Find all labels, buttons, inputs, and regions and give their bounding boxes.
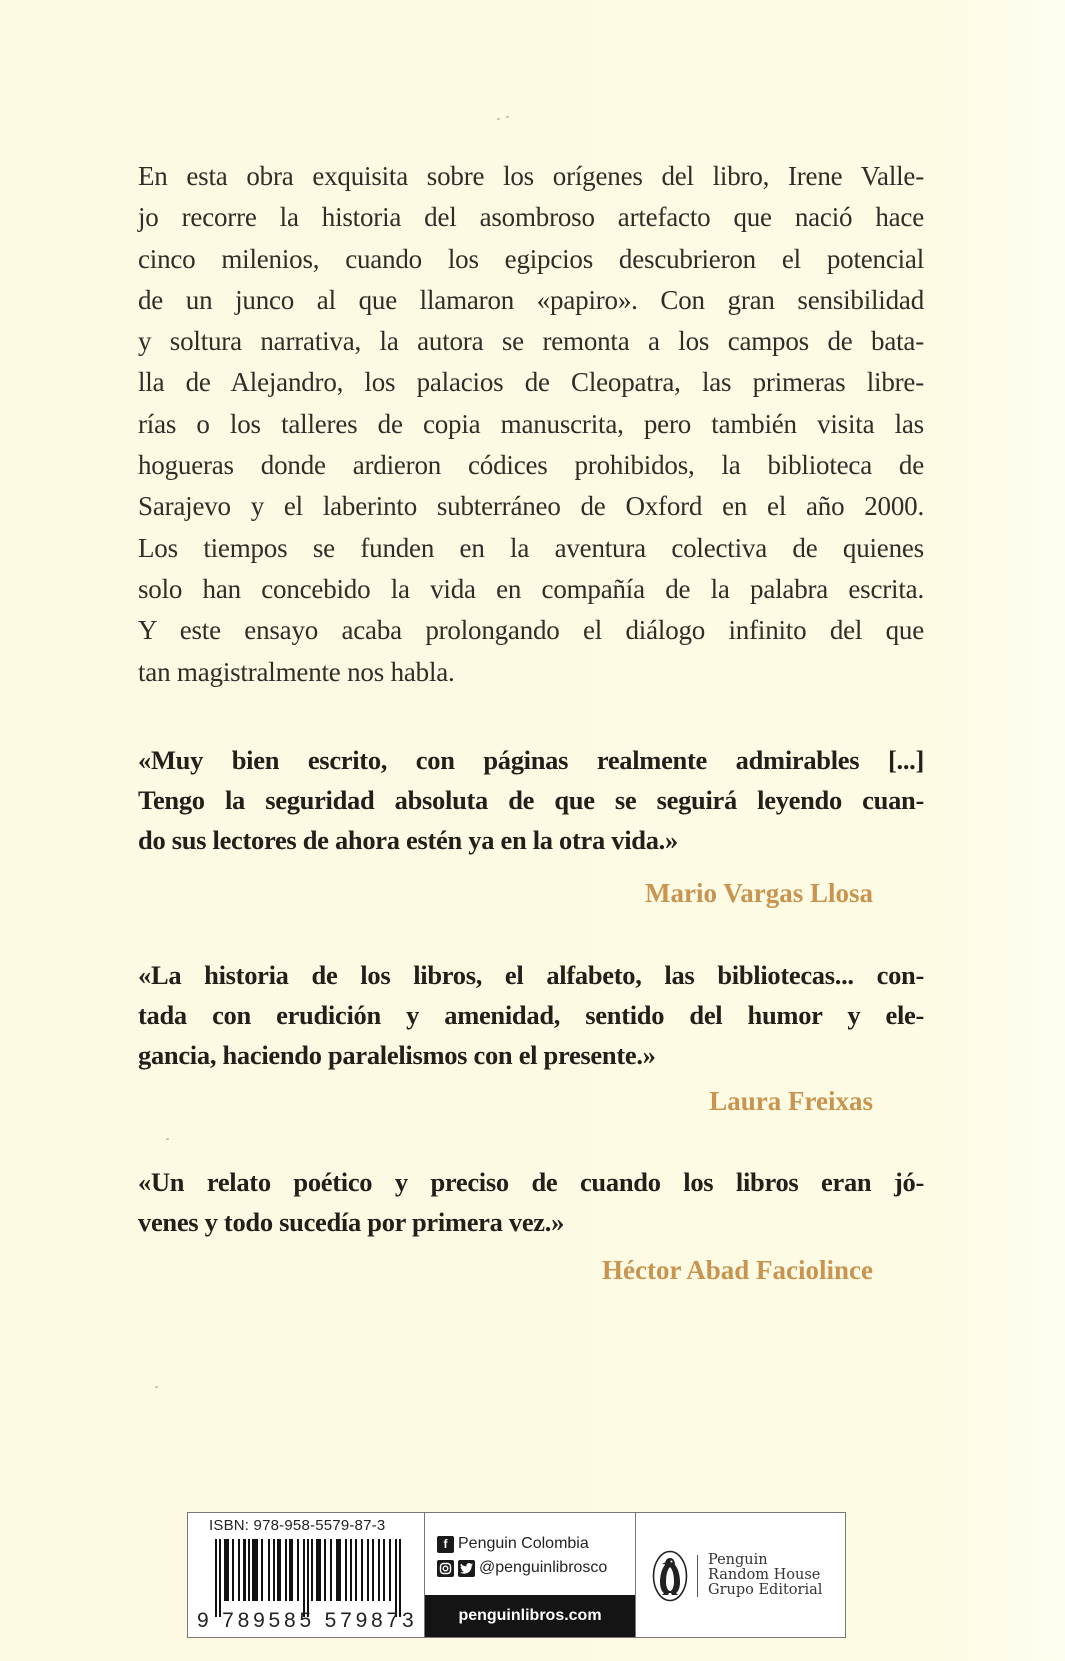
facebook-label: Penguin Colombia xyxy=(458,1535,589,1552)
isbn-section xyxy=(188,1513,425,1637)
synopsis-line: Los tiempos se funden en la aventura colectiva de quienes xyxy=(138,532,924,563)
synopsis-line: Y este ensayo acaba prolongando el diálogo infinito del que xyxy=(138,615,924,646)
synopsis-line: cinco milenios, cuando los egipcios descubrieron el potencial xyxy=(138,243,924,274)
synopsis-line: jo recorre la historia del asombroso artefacto que nació hace xyxy=(138,202,924,233)
publisher-line: Random House xyxy=(708,1567,821,1583)
publisher-name xyxy=(708,1553,822,1598)
publisher-logo xyxy=(636,1513,845,1637)
synopsis-line: lla de Alejandro, los palacios de Cleopatra, las primeras libre- xyxy=(138,367,924,398)
publisher-line: Grupo Editorial xyxy=(708,1582,823,1598)
quote-author: Mario Vargas Llosa xyxy=(644,878,873,908)
review-quote-freixas xyxy=(138,955,924,1075)
review-quote-abad-faciolince xyxy=(138,1162,924,1242)
synopsis-line: de un junco al que llamaron «papiro». Con gran sensibilidad xyxy=(138,284,924,315)
quote-line: venes y todo sucedía por primera vez.» xyxy=(138,1207,565,1237)
synopsis-line: y soltura narrativa, la autora se remonta a los campos de bata- xyxy=(138,326,924,357)
quote-line: tada con erudición y amenidad, sentido del humor y ele- xyxy=(138,1000,924,1030)
quote-line: gancia, haciendo paralelismos con el presente.» xyxy=(138,1040,656,1070)
print-speck xyxy=(155,1386,158,1388)
website-link[interactable]: penguinlibros.com xyxy=(425,1595,635,1637)
penguin-icon xyxy=(652,1550,688,1602)
synopsis-line: En esta obra exquisita sobre los orígenes del libro, Irene Valle- xyxy=(138,161,924,191)
facebook-link[interactable] xyxy=(437,1535,589,1553)
synopsis-line: tan magistralmente nos habla. xyxy=(138,656,455,687)
quote-line: «Muy bien escrito, con páginas realmente admirables [...] xyxy=(138,745,924,775)
print-speck xyxy=(506,116,509,118)
facebook-icon: f xyxy=(437,1536,454,1553)
barcode-icon xyxy=(215,1539,405,1617)
publisher-line: Penguin xyxy=(708,1552,768,1568)
social-handle-link[interactable] xyxy=(437,1559,607,1577)
barcode-digits: 9 789585 579873 xyxy=(197,1609,418,1632)
quote-line: do sus lectores de ahora estén ya en la otra vida.» xyxy=(138,825,678,855)
logo-divider xyxy=(697,1555,698,1597)
social-section xyxy=(425,1513,636,1637)
synopsis-paragraph xyxy=(138,156,924,693)
synopsis-line: hogueras donde ardieron códices prohibidos, la biblioteca de xyxy=(138,450,924,481)
print-speck xyxy=(166,1138,169,1140)
synopsis-line: Sarajevo y el laberinto subterráneo de Oxford en el año 2000. xyxy=(138,491,924,522)
imprint-box xyxy=(187,1512,846,1638)
print-speck xyxy=(497,118,500,120)
synopsis-line: solo han concebido la vida en compañía de la palabra escrita. xyxy=(138,573,924,604)
quote-author: Héctor Abad Faciolince xyxy=(602,1255,873,1285)
review-quote-vargas-llosa xyxy=(138,740,924,860)
social-handle: @penguinlibrosco xyxy=(479,1559,608,1576)
quote-line: «Un relato poético y preciso de cuando los libros eran jó- xyxy=(138,1167,924,1197)
isbn-label: ISBN: 978-958-5579-87-3 xyxy=(209,1517,386,1534)
quote-line: Tengo la seguridad absoluta de que se seguirá leyendo cuan- xyxy=(138,785,924,815)
quote-author: Laura Freixas xyxy=(709,1086,873,1116)
instagram-icon xyxy=(437,1560,454,1577)
quote-line: «La historia de los libros, el alfabeto, las bibliotecas... con- xyxy=(138,960,924,990)
twitter-icon xyxy=(458,1560,475,1577)
synopsis-line: rías o los talleres de copia manuscrita, pero también visita las xyxy=(138,408,924,439)
